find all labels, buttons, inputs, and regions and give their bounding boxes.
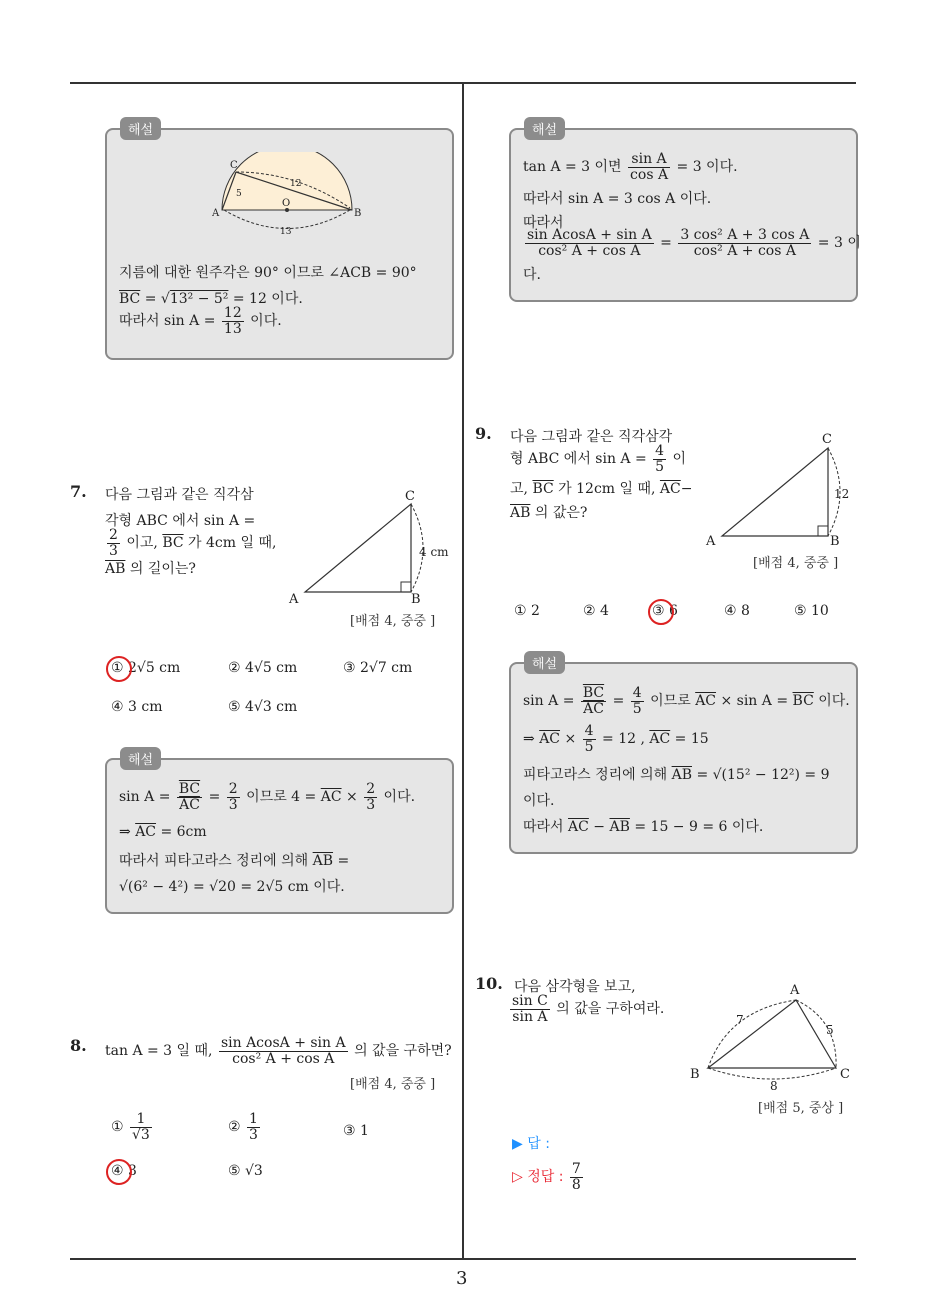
question-number-8: 8. xyxy=(70,1036,87,1055)
label-B: B xyxy=(354,208,362,219)
q7-text-l3: $\frac{2}{3}$ 이고, $\overline{BC}$ 가 4cm 일 때, xyxy=(109,527,277,559)
label-C: C xyxy=(840,1067,850,1082)
label-12: 12 xyxy=(834,487,850,501)
solution-box-7 xyxy=(105,758,454,914)
question-number-9: 9. xyxy=(475,424,492,443)
label-A: A xyxy=(706,534,716,549)
sol7-line2: ⇒ $\overline{AC} = 6cm$ xyxy=(119,824,207,840)
label-B: B xyxy=(830,534,840,549)
sol9-line2: ⇒ $\overline{AC}$ × $\frac{4}{5}$ = 12 , $\overline{AC} = 15$ xyxy=(523,723,709,755)
q7-option-2[interactable]: ② 4√5 cm xyxy=(228,660,298,676)
label-B: B xyxy=(411,592,421,607)
solution-box-8 xyxy=(509,128,861,302)
q10-correct-answer: ▷ 정답 : $\frac{7}{8}$ xyxy=(512,1161,581,1193)
question-number-7: 7. xyxy=(70,482,87,501)
badge-solution: 해설 xyxy=(524,117,565,140)
q7-meta: [배점 4, 중중 ] xyxy=(350,614,436,629)
q7-option-5[interactable]: ⑤ 4√3 cm xyxy=(228,699,298,715)
sol8-line1: tan A = 3 이면 $\frac{\text{sin A}}{\text{cos A}}$ = 3 이다. xyxy=(523,151,738,183)
sol9-line4: 이다. xyxy=(523,793,555,809)
center-divider xyxy=(462,84,464,1260)
q8-selected-mark xyxy=(106,1159,132,1185)
q8-meta: [배점 4, 중중 ] xyxy=(350,1077,436,1092)
sol9-line3: 피타고라스 정리에 의해 $\overline{AB} = √(15^2 - 12^2) = 9$ xyxy=(523,767,830,783)
q8-option-4[interactable]: ④ 3 xyxy=(111,1163,137,1179)
label-C: C xyxy=(405,489,415,504)
label-5: 5 xyxy=(236,189,242,199)
label-13: 13 xyxy=(280,227,292,237)
q9-option-4[interactable]: ④ 8 xyxy=(724,603,750,619)
q10-meta: [배점 5, 중상 ] xyxy=(758,1101,844,1116)
sol8-line3: 따라서 xyxy=(523,215,564,231)
label-7: 7 xyxy=(736,1013,744,1027)
q9-option-2[interactable]: ② 4 xyxy=(583,603,609,619)
sol8-line2: 따라서 sin A = 3 cos A 이다. xyxy=(523,191,712,207)
q9-option-3[interactable]: ③ 6 xyxy=(652,603,678,619)
label-8: 8 xyxy=(770,1079,778,1090)
q7-text-l1: 다음 그림과 같은 직각삼 xyxy=(105,487,254,503)
q9-text-l4: $\overline{AB}$ 의 값은? xyxy=(510,505,588,521)
q7-text-l4: $\overline{AB}$ 의 길이는? xyxy=(105,561,196,577)
solution-box-9 xyxy=(509,662,858,854)
solution-box-6 xyxy=(105,128,454,360)
q7-option-1[interactable]: ① 2√5 cm xyxy=(111,660,181,676)
q9-option-5[interactable]: ⑤ 10 xyxy=(794,603,829,619)
bottom-rule xyxy=(70,1258,856,1260)
label-O: O xyxy=(282,198,291,209)
label-A: A xyxy=(289,592,299,607)
badge-solution: 해설 xyxy=(120,117,161,140)
sol7-line1: sin A = $\frac{\overline{BC}}{AC}$ = $\frac{2}{3}$ 이므로 $4 = \overline{AC}$ × $\frac{2}{3}$ 이다. xyxy=(119,781,416,813)
q10-answer-label: ▶ 답 : xyxy=(512,1136,550,1152)
label-A: A xyxy=(212,208,220,219)
q7-option-3[interactable]: ③ 2√7 cm xyxy=(343,660,413,676)
q7-text-l2: 각형 ABC 에서 sin A = xyxy=(105,513,256,529)
q9-text-l1: 다음 그림과 같은 직각삼각 xyxy=(510,429,673,445)
q7-selected-mark xyxy=(106,656,132,682)
q7-triangle-diagram xyxy=(285,486,455,611)
semicircle-diagram xyxy=(212,152,362,242)
label-4cm: 4 cm xyxy=(419,545,449,559)
badge-solution: 해설 xyxy=(120,747,161,770)
q10-triangle-diagram xyxy=(688,980,858,1090)
sol7-line3: 따라서 피타고라스 정리에 의해 $\overline{AB}$ = xyxy=(119,853,350,869)
label-A: A xyxy=(790,983,800,998)
label-C: C xyxy=(230,160,238,171)
label-C: C xyxy=(822,432,832,447)
q9-text-l2: 형 ABC 에서 sin A = $\frac{4}{5}$ 이 xyxy=(510,443,687,475)
q9-option-1[interactable]: ① 2 xyxy=(514,603,540,619)
q10-text-l2: $\frac{\text{sin C}}{\text{sin A}}$ 의 값을 구하여라. xyxy=(512,993,665,1025)
q8-option-5[interactable]: ⑤ √3 xyxy=(228,1163,263,1179)
label-12: 12 xyxy=(290,179,302,189)
q8-text: tan A = 3 일 때, $\frac{\text{sin AcosA + sin A}}{\text{cos² A + cos A}}$ 의 값을 구하면? xyxy=(105,1035,452,1067)
q9-text-l3: 고, $\overline{BC}$ 가 12cm 일 때, $\overline{AC}-$ xyxy=(510,481,693,497)
q8-option-3[interactable]: ③ 1 xyxy=(343,1123,369,1139)
q9-selected-mark xyxy=(648,599,674,625)
sol9-line1: sin A = $\frac{\overline{BC}}{AC}$ = $\frac{4}{5}$ 이므로 $\overline{AC} \times \sin A = \overline{BC}$ 이다. xyxy=(523,685,850,717)
question-number-10: 10. xyxy=(475,974,503,993)
page-number: 3 xyxy=(456,1268,468,1289)
sol7-line4: √(6² − 4²) = √20 = 2√5 cm 이다. xyxy=(119,879,345,895)
q10-text-l1: 다음 삼각형을 보고, xyxy=(514,979,636,995)
q8-option-2[interactable]: ② $\frac{1}{3}$ xyxy=(228,1111,258,1143)
q8-option-1[interactable]: ① $\frac{1}{√3}$ xyxy=(111,1111,150,1143)
label-B: B xyxy=(690,1067,700,1082)
label-5: 5 xyxy=(826,1023,834,1037)
q9-triangle-diagram xyxy=(700,428,860,553)
sol8-line4: $\frac{\text{sin AcosA + sin A}}{\text{cos² A + cos A}}$ = $\frac{\text{3 cos² A + 3 cos A}}{\text{cos² A + cos A}}$ = 3 이 xyxy=(527,227,861,259)
sol6-line1: 지름에 대한 원주각은 90° 이므로 ∠ACB = 90° xyxy=(119,265,417,281)
sol8-line5: 다. xyxy=(523,267,541,283)
q7-option-4[interactable]: ④ 3 cm xyxy=(111,699,163,715)
sol9-line5: 따라서 $\overline{AC} - \overline{AB} = 15 - 9 = 6$ 이다. xyxy=(523,819,764,835)
q9-meta: [배점 4, 중중 ] xyxy=(753,556,839,571)
badge-solution: 해설 xyxy=(524,651,565,674)
sol6-line2: $\overline{BC} = √13^2 - 5^2 = 12$ 이다. xyxy=(119,291,303,307)
sol6-line3: 따라서 sin A = $\frac{12}{13}$ 이다. xyxy=(119,305,282,337)
